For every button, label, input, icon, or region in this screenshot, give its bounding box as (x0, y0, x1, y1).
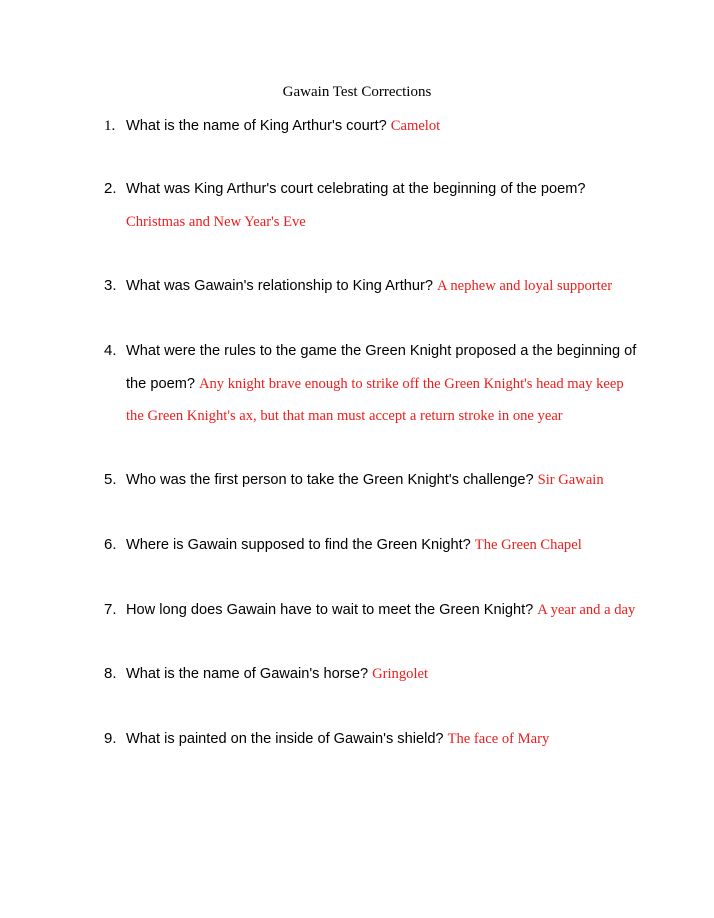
question-body (126, 529, 638, 562)
question-text: Who was the first person to take the Green Knight's challenge? (126, 472, 534, 488)
question-body (126, 270, 638, 303)
question-body (126, 335, 638, 433)
question-body (126, 594, 638, 627)
question-text: What were the rules to the game the Green Knight proposed a the beginning of the poem? (126, 343, 637, 392)
question-number: 2. (104, 180, 117, 197)
question-number: 3. (104, 277, 117, 294)
question-text: What is the name of Gawain's horse? (126, 666, 369, 682)
question-text: Where is Gawain supposed to find the Green Knight? (126, 537, 471, 553)
answer-text: The face of Mary (447, 731, 550, 747)
question-number: 9. (104, 730, 117, 747)
answer-text: Christmas and New Year's Eve (126, 213, 306, 230)
page-title: Gawain Test Corrections (282, 84, 432, 100)
answer-text: Sir Gawain (537, 472, 604, 488)
answer-text: The Green Chapel (474, 537, 582, 553)
question-number: 1. (104, 118, 116, 134)
question-body (126, 723, 638, 756)
question-text: What is the name of King Arthur's court? (126, 118, 387, 134)
question-body (126, 658, 638, 691)
question-body (126, 110, 638, 143)
question-text: What is painted on the inside of Gawain's shield? (126, 731, 444, 747)
answer-text: A nephew and loyal supporter (436, 278, 613, 294)
question-number: 4. (104, 342, 117, 359)
question-body (126, 464, 638, 497)
question-text: How long does Gawain have to wait to meet the Green Knight? (126, 602, 534, 618)
question-body (126, 173, 638, 238)
question-number: 5. (104, 471, 117, 488)
question-number: 6. (104, 536, 117, 553)
question-text: What was King Arthur's court celebrating at the beginning of the poem? (126, 181, 586, 197)
question-number: 7. (104, 601, 117, 618)
answer-text: A year and a day (537, 602, 636, 618)
answer-text: Camelot (390, 118, 441, 134)
answer-text: Any knight brave enough to strike off the Green Knight's head may keep the Green Knight's ax, but that man must accept a return stroke in one year (126, 375, 624, 424)
answer-text: Gringolet (372, 666, 429, 682)
question-text: What was Gawain's relationship to King Arthur? (126, 278, 433, 294)
question-number: 8. (104, 665, 117, 682)
